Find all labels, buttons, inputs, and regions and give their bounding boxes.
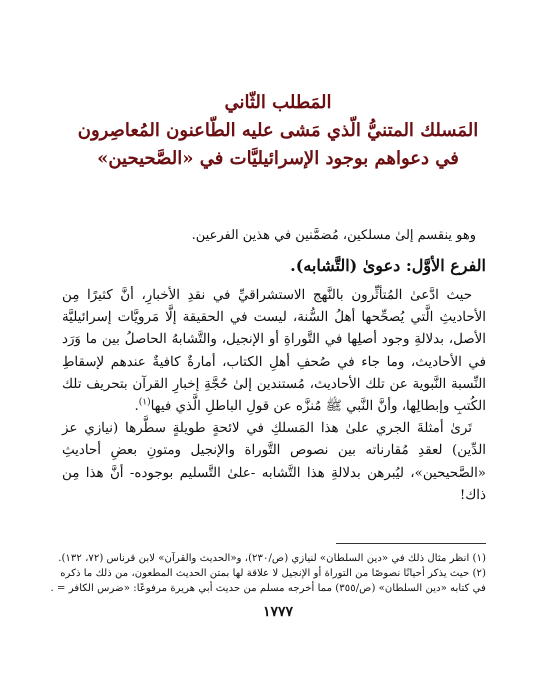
paragraph bbox=[62, 418, 486, 507]
footnote: (٢) حيث يذكر أحيانًا نصوصًا من التوراة أو الإنجيل لا علاقة لها بمتن الحديث المطعون، من ذلك ما ذكره bbox=[60, 568, 486, 579]
footnote: في كتابه «دين السلطان» (ص/٣٥٥) مما أخرجه مسلم من حديث أبي هريرة مرفوعًا: «ضرس الكافر = . bbox=[50, 583, 486, 594]
footnote: (١) انظر مثال ذلك في «دين السلطان» لنيازي (ص/٢٣٠)، و«الحديث والقرآن» لابن قرناس (٧٢، ١٣٢). bbox=[58, 553, 486, 564]
paragraph-text: حيث ادَّعىٰ المُتأثِّرون بالنَّهج الاستشراقيِّ في نقدِ الأخبارِ، أنَّ كثيرًا مِن الأحاديثِ الَّتي يُصحِّحها أهلُ السُّنة، ليست في الحقيقة إلَّا مَرويَّات إسرائيليَّة الأصل، بدلالةِ وجود أصلِها في التَّوراةِ أو الإنجيل، والتَّشابهُ الحاصلُ بين ما وَرَد في الأحاديث، وما جاء في صُحفِ أهلِ الكتاب، أمارةٌ كافيةٌ عندهم لإسقاطِ النِّسبة النَّبوية عن تلك الأحاديث، مُستندين إلىٰ حُجَّةِ إخبارِ القرآن بتحريف تلك الكُتبِ وإبطالِها، وأنَّ النَّبي ﷺ مُنزَّه عن قولِ الباطلِ الَّذي فيها bbox=[62, 288, 486, 415]
footnote-ref: (١) bbox=[138, 397, 151, 408]
chapter-title-line-2: في دعواهم بوجود الإسرائيليَّات في «الصَّحيحين» bbox=[97, 148, 459, 169]
body-text bbox=[62, 285, 486, 507]
paragraph-text: تَرىٰ أمثلةَ الجري علىٰ هذا المَسلكِ في لائحةٍ طويلةٍ سطَّرها (نيازي عز الدِّين) لعقدِ مُقارناته بين نصوص التَّوراة والإنجيل ومتونِ بعضِ أحاديثِ «الصَّحيحين»، ليُبرهن بدلالةِ هذا التَّشابه -علىٰ التَّسليم بوجوده- أنَّ هذا مِن ذاك! bbox=[62, 421, 486, 503]
chapter-subheading: المَطلب الثّاني bbox=[224, 92, 332, 113]
chapter-title-line-1: المَسلك المتنيُّ الّذي مَشى عليه الطّاعنون المُعاصِرون bbox=[77, 120, 479, 141]
section-title: الفرع الأوَّل: دعوىٰ (التَّشابه). bbox=[290, 256, 486, 275]
page-number: ١٧٧٧ bbox=[262, 604, 294, 620]
paragraph: حيث ادَّعىٰ المُتأثِّرون بالنَّهج الاستشراقيِّ في نقدِ الأخبارِ، أنَّ كثيرًا مِن الأحاديثِ الَّتي يُصحِّحها أهلُ السُّنة، ليست في الحقيقة إلَّا مَرويَّات إسرائيليَّة الأصل، بدلالةِ وجود أصلِها في التَّوراةِ أو الإنجيل، والتَّشابهُ الحاصلُ بين ما وَرَد في الأحاديث، وما جاء في صُحفِ أهلِ الكتاب، أمارةٌ كافيةٌ عندهم لإسقاطِ النِّسبة النَّبوية عن تلك الأحاديث، مُستندين إلىٰ حُجَّةِ إخبارِ القرآن بتحريف تلك الكُتبِ وإبطالِها، وأنَّ النَّبي ﷺ مُنزَّه عن قولِ الباطلِ الَّذي فيها$^{(١)}$. bbox=[62, 288, 486, 415]
intro-sentence: وهو ينقسم إلىٰ مسلكين، مُضمَّنين في هذين الفرعين. bbox=[191, 228, 476, 243]
footnote-divider bbox=[336, 543, 486, 544]
footnotes bbox=[50, 551, 486, 596]
